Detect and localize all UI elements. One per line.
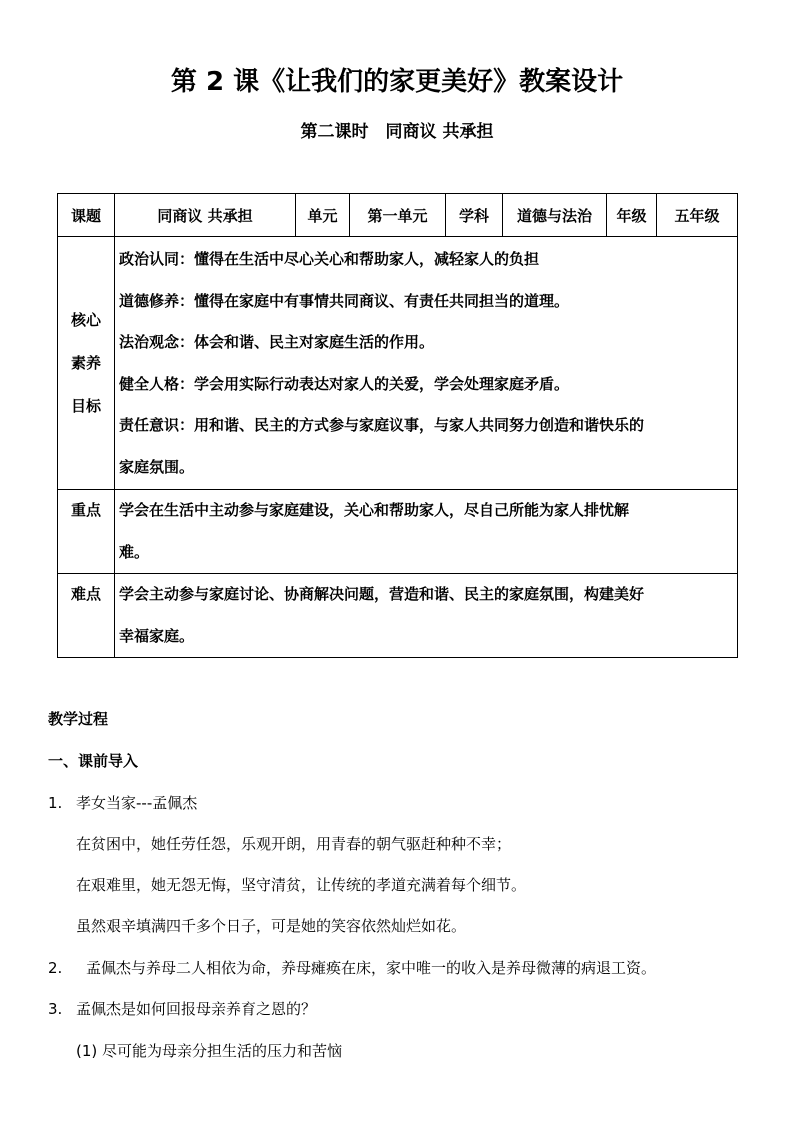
sub-item-text: (1) 尽可能为母亲分担生活的压力和苦恼 bbox=[76, 1042, 343, 1060]
topic-label: 课题 bbox=[58, 194, 115, 237]
core-label-line: 素养 bbox=[70, 353, 101, 372]
core-literacy-label bbox=[58, 237, 115, 490]
section-intro-heading: 一、课前导入 bbox=[48, 752, 139, 770]
item-number: 1. bbox=[48, 794, 63, 812]
key-point-content bbox=[115, 490, 738, 574]
lesson-info-table bbox=[57, 193, 738, 658]
teaching-process-heading: 教学过程 bbox=[48, 710, 109, 728]
core-label-line: 核心 bbox=[70, 310, 101, 329]
item-line: 虽然艰辛填满四千多个日子，可是她的笑容依然灿烂如花。 bbox=[76, 917, 467, 935]
core-line: 道德修养：懂得在家庭中有事情共同商议、有责任共同担当的道理。 bbox=[119, 291, 570, 310]
difficulty-content bbox=[115, 574, 738, 658]
difficulty-label: 难点 bbox=[58, 574, 115, 658]
grade-value: 五年级 bbox=[657, 194, 738, 237]
difficulty-line: 学会主动参与家庭讨论、协商解决问题，营造和谐、民主的家庭氛围，构建美好 bbox=[119, 585, 645, 603]
table-header-row bbox=[58, 194, 738, 237]
key-point-label: 重点 bbox=[58, 490, 115, 574]
core-line: 政治认同：懂得在生活中尽心关心和帮助家人，减轻家人的负担 bbox=[119, 250, 540, 268]
item-number: 2. bbox=[48, 959, 63, 977]
item-line: 在艰难里，她无怨无悔，坚守清贫，让传统的孝道充满着每个细节。 bbox=[76, 876, 527, 894]
core-line: 健全人格：学会用实际行动表达对家人的关爱，学会处理家庭矛盾。 bbox=[119, 374, 570, 393]
unit-label: 单元 bbox=[296, 194, 350, 237]
item-line: 在贫困中，她任劳任怨，乐观开朗，用青春的朝气驱赶种种不幸； bbox=[76, 835, 512, 853]
item-text: 孝女当家---孟佩杰 bbox=[76, 794, 198, 812]
subject-value: 道德与法治 bbox=[503, 194, 607, 237]
key-point-row bbox=[58, 490, 738, 574]
document-title: 第 2 课《让我们的家更美好》教案设计 bbox=[170, 67, 624, 97]
grade-label: 年级 bbox=[607, 194, 657, 237]
core-line: 责任意识：用和谐、民主的方式参与家庭议事，与家人共同努力创造和谐快乐的 bbox=[119, 416, 645, 434]
core-label-line: 目标 bbox=[70, 396, 101, 415]
unit-value: 第一单元 bbox=[350, 194, 446, 237]
core-line: 法治观念：体会和谐、民主对家庭生活的作用。 bbox=[119, 333, 435, 351]
difficulty-row bbox=[58, 574, 738, 658]
item-text: 孟佩杰与养母二人相依为命，养母瘫痪在床，家中唯一的收入是养母微薄的病退工资。 bbox=[86, 959, 657, 977]
core-line: 家庭氛围。 bbox=[119, 457, 195, 476]
key-line: 难。 bbox=[119, 542, 150, 561]
core-literacy-row bbox=[58, 237, 738, 490]
document-subtitle: 第二课时 同商议 共承担 bbox=[300, 122, 494, 142]
subject-label: 学科 bbox=[446, 194, 503, 237]
key-line: 学会在生活中主动参与家庭建设，关心和帮助家人，尽自己所能为家人排忧解 bbox=[119, 501, 630, 519]
topic-value: 同商议 共承担 bbox=[115, 194, 296, 237]
item-number: 3. bbox=[48, 1000, 63, 1018]
item-text: 孟佩杰是如何回报母亲养育之恩的？ bbox=[76, 1000, 317, 1018]
difficulty-line: 幸福家庭。 bbox=[119, 626, 195, 645]
core-literacy-content bbox=[115, 237, 738, 490]
